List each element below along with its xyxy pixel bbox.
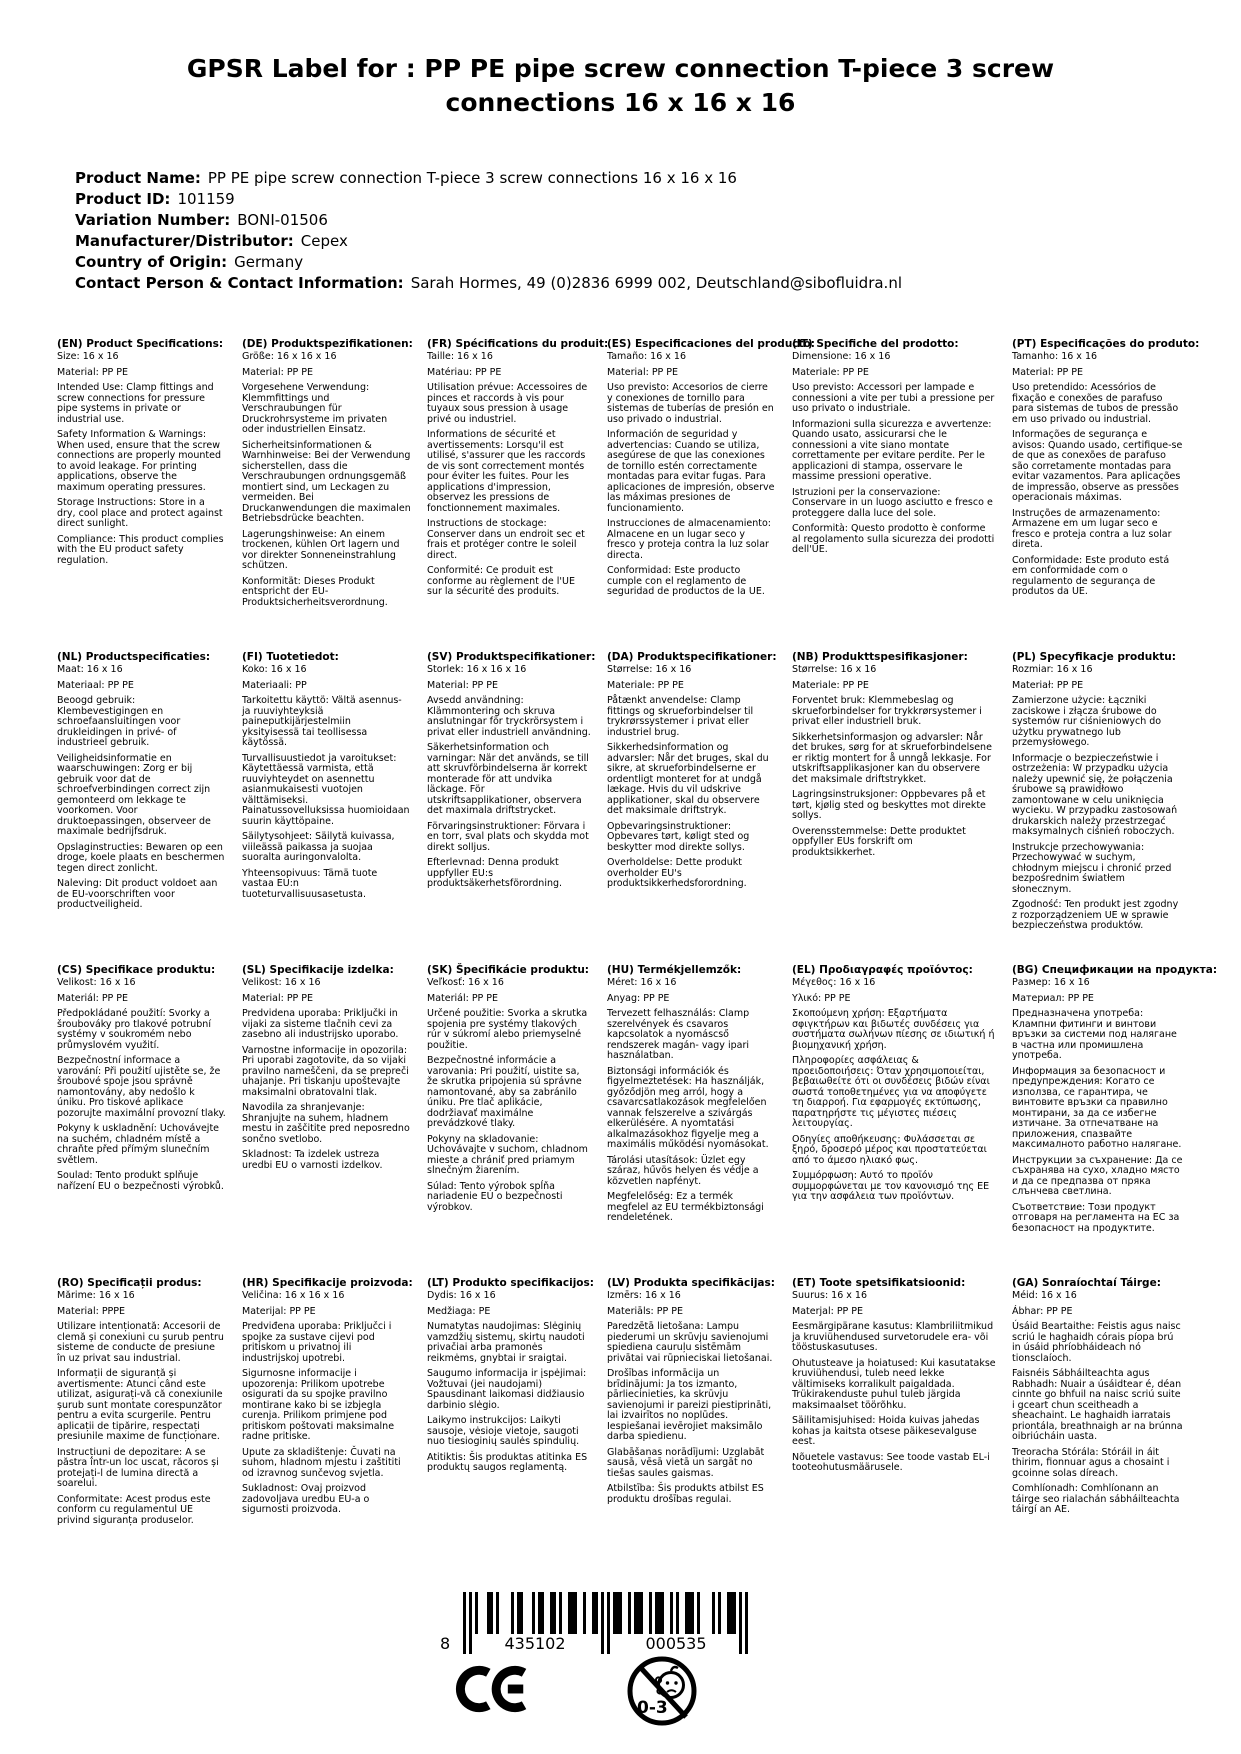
language-section (427, 1277, 607, 1590)
section-paragraph: Rozmiar: 16 x 16 (1012, 664, 1093, 675)
section-paragraph: Predvidena uporaba: Priključki in vijaki za sisteme tlačnih cevi za zasebno ali industrijsko uporabo. (242, 1008, 399, 1040)
section-title: (CS) Specifikace produktu: (57, 964, 216, 976)
section-paragraph: Istruzioni per la conservazione: Conservare in un luogo asciutto e fresco e proteggere dalla luce del sole. (792, 486, 993, 519)
language-section (427, 338, 607, 651)
section-paragraph: Saugumo informacija ir įspėjimai: Vožtuvai (jei naudojami) Spausdinant laikomasi didžiausio darbinio slėgio. (427, 1368, 587, 1411)
section-paragraph: Efterlevnad: Denna produkt uppfyller EU:s produktsäkerhetsförordning. (427, 857, 563, 889)
section-paragraph: Storage Instructions: Store in a dry, cool place and protect against direct sunlight. (57, 497, 223, 529)
language-section (57, 338, 242, 651)
language-section (792, 651, 1012, 964)
section-title: (FR) Spécifications du produit: (427, 338, 609, 350)
meta-value: PP PE pipe screw connection T-piece 3 screw connections 16 x 16 x 16 (207, 169, 737, 187)
section-paragraph: Информация за безопасност и предупреждения: Когато се използва, се гарантира, че винтовите връзки са правилно монтирани, за да се избегне изтичане. За отпечатване на приложения, спазвайте максималното работно налягане. (1012, 1065, 1182, 1150)
language-section (427, 964, 607, 1277)
section-paragraph: Materiale: PP PE (792, 366, 869, 378)
section-paragraph: Informazioni sulla sicurezza e avvertenze: Quando usato, assicurarsi che le connessioni a vite siano montate correttamente per evitare perdite. Per le applicazioni di stampa, osservare le massime pressioni operative. (792, 418, 992, 482)
section-paragraph: Beoogd gebruik: Klembevestigingen en schroefaansluitingen voor drukleidingen in privé- of industrieel gebruik. (57, 695, 181, 748)
meta-value: 101159 (177, 190, 235, 208)
section-paragraph: Atbilstība: Šis produkts atbilst ES produktu drošības regulai. (607, 1483, 764, 1505)
section-paragraph: Material: PP PE (242, 992, 314, 1004)
section-paragraph: Numatytas naudojimas: Slėginių vamzdžių sistemų, skirtų naudoti privačiai arba pramonės reikmėms, gnybtai ir sraigtai. (427, 1321, 585, 1364)
section-paragraph: Materiał: PP PE (1012, 679, 1084, 691)
section-paragraph: Uso previsto: Accesorios de cierre y conexiones de tornillo para sistemas de tuberías de presión en uso privado o industrial. (607, 382, 774, 425)
language-section (57, 964, 242, 1277)
meta-value: BONI-01506 (237, 211, 328, 229)
section-paragraph: Tárolási utasítások: Üzlet egy száraz, hűvös helyen és védje a közvetlen napfényt. (607, 1154, 759, 1187)
section-body (1012, 978, 1183, 1234)
language-section (242, 338, 427, 651)
section-paragraph: Materiale: PP PE (607, 679, 684, 691)
section-paragraph: Предназначена употреба: Клампни фитинги и винтови връзки за системи под налягане в частна или промишлена употреба. (1012, 1008, 1177, 1061)
section-paragraph: Lagringsinstruksjoner: Oppbevares på et tørt, kjølig sted og beskyttes mot direkte sollys. (792, 789, 986, 821)
language-section (57, 651, 242, 964)
section-paragraph: Megfelelőség: Ez a termék megfelel az EU termékbiztonsági rendeletének. (607, 1191, 764, 1223)
section-body (427, 978, 591, 1213)
ean13-barcode (440, 1592, 748, 1654)
section-body (607, 665, 776, 890)
section-title: (DA) Produktspecifikationer: (607, 651, 777, 663)
section-paragraph: Informații de siguranță și avertismente: Atunci când este utilizat, asigurați-vă că conexiunile șurub sunt montate corespunzător pentru a evita scurgerile. Pentru aplicații de tipărire, respectați presiunile maxime de funcționare. (57, 1368, 223, 1442)
language-section (607, 1277, 792, 1590)
section-paragraph: Material: PP PE (607, 366, 679, 378)
section-paragraph: Faisnéis Sábháilteachta agus Rabhadh: Nuair a úsáidtear é, déan cinnte go bhfuil na naisc scriú suite i gceart chun sceitheadh a sheachaint. Le haghaidh iarratais priontála, breathnaigh ar na brúnna oibriúcháin uasta. (1012, 1368, 1183, 1442)
language-section (792, 338, 1012, 651)
section-body (57, 978, 226, 1192)
section-title: (GA) Sonraíochtaí Táirge: (1012, 1277, 1161, 1289)
meta-row (75, 231, 1185, 252)
language-section (242, 1277, 427, 1590)
section-paragraph: Utilizare intenționată: Accesorii de clemă și conexiuni cu șurub pentru sisteme de conducte de presiune în uz privat sau industrial. (57, 1321, 224, 1364)
section-title: (DE) Produktspezifikationen: (242, 338, 413, 350)
section-paragraph: Informations de sécurité et avertissements: Lorsqu'il est utilisé, s'assurer que les raccords de vis sont correctement montés pour éviter les fuites. Pour les applications d'impression, observez les pressions de fonctionnement maximales. (427, 429, 586, 514)
section-body (1012, 1291, 1183, 1516)
section-body (792, 978, 996, 1203)
section-paragraph: Conformité: Ce produit est conforme au règlement de l'UE sur la sécurité des produits. (427, 565, 575, 597)
section-paragraph: Intended Use: Clamp fittings and screw connections for pressure pipe systems in private or industrial use. (57, 382, 214, 425)
age-warning-0-3-icon (626, 1655, 698, 1727)
section-paragraph: Sicherheitsinformationen & Warnhinweise: Bei der Verwendung sicherstellen, dass die Verschraubungen ordnungsgemäß montiert sind, um Leckagen zu vermeiden. Bei Druckanwendungen die maximalen Betriebsdrücke beachten. (242, 439, 411, 524)
section-paragraph: Yhteensopivuus: Tämä tuote vastaa EU:n tuoteturvallisuusasetusta. (242, 867, 378, 900)
age-warning-label: 0-3 (637, 1698, 668, 1718)
section-paragraph: Laikymo instrukcijos: Laikyti sausoje, vėsioje vietoje, saugoti nuo tiesioginių saulės spindulių. (427, 1415, 580, 1447)
meta-row (75, 210, 1185, 231)
section-paragraph: Conformitate: Acest produs este conform cu regulamentul UE privind siguranța produselor. (57, 1493, 211, 1526)
language-section (242, 651, 427, 964)
section-title: (ES) Especificaciones del producto: (607, 338, 815, 350)
language-section (1012, 651, 1199, 964)
product-meta (75, 168, 1185, 294)
section-paragraph: Инструкции за съхранение: Да се съхранява на сухо, хладно място и да се предпазва от пряка слънчева светлина. (1012, 1154, 1183, 1197)
section-paragraph: Eesmärgipärane kasutus: Klambriliitmikud ja kruviühendused survetorudele era- või tööstuskasutuses. (792, 1321, 994, 1353)
section-paragraph: Συμμόρφωση: Αυτό το προϊόν συμμορφώνεται με τον κανονισμό της ΕΕ για την ασφάλεια των προϊόντων. (792, 1170, 990, 1202)
section-paragraph: Atitiktis: Šis produktas atitinka ES produktų saugos reglamentą. (427, 1451, 588, 1473)
section-paragraph: Material: PP PE (427, 679, 499, 691)
section-paragraph: Taille: 16 x 16 (427, 351, 493, 362)
section-paragraph: Påtænkt anvendelse: Clamp fittings og skrueforbindelser til trykrørssystemer i privat eller industriel brug. (607, 695, 754, 738)
section-paragraph: Informações de segurança e avisos: Quando usado, certifique-se de que as conexões de parafuso são corretamente montadas para evitar vazamentos. Para aplicações de impressão, observe as pressões operacionais máximas. (1012, 429, 1183, 503)
section-paragraph: Materjal: PP PE (792, 1305, 864, 1317)
section-title: (LT) Produkto specifikacijos: (427, 1277, 594, 1289)
meta-label: Product Name: (75, 169, 201, 187)
ce-mark-icon (455, 1663, 533, 1715)
section-paragraph: Uso pretendido: Acessórios de fixação e conexões de parafuso para sistemas de tubos de pressão em uso privado ou industrial. (1012, 382, 1179, 425)
meta-label: Manufacturer/Distributor: (75, 232, 294, 250)
section-paragraph: Safety Information & Warnings: When used, ensure that the screw connections are properly mounted to avoid leakage. For printing applications, observe the maximum operating pressures. (57, 429, 222, 493)
section-paragraph: Instrucciones de almacenamiento: Almacene en un lugar seco y fresco y proteja contra la luz solar directa. (607, 518, 771, 561)
section-title: (EL) Προδιαγραφές προϊόντος: (792, 964, 973, 976)
section-paragraph: Materiāls: PP PE (607, 1305, 683, 1317)
language-section (1012, 338, 1199, 651)
section-title: (BG) Спецификации на продукта: (1012, 964, 1218, 976)
language-section (1012, 1277, 1199, 1590)
meta-row (75, 189, 1185, 210)
section-body (1012, 665, 1183, 932)
section-paragraph: Sukladnost: Ovaj proizvod zadovoljava uredbu EU-a o sigurnosti proizvoda. (242, 1483, 370, 1515)
language-section (57, 1277, 242, 1590)
section-body (607, 1291, 776, 1505)
section-body (427, 352, 591, 598)
section-title: (NB) Produkttspesifikasjoner: (792, 651, 968, 663)
section-paragraph: Předpokládané použití: Svorky a šroubováky pro tlakové potrubní systémy v soukromém nebo průmyslovém využití. (57, 1008, 211, 1051)
language-section (427, 651, 607, 964)
section-paragraph: Материал: PP PE (1012, 992, 1094, 1004)
section-paragraph: Størrelse: 16 x 16 (792, 664, 877, 675)
section-paragraph: Soulad: Tento produkt splňuje nařízení EU o bezpečnosti výrobků. (57, 1170, 224, 1192)
language-section (792, 1277, 1012, 1590)
section-paragraph: Sikkerhedsinformation og advarsler: Når det bruges, skal du sikre, at skrueforbindelserne er ordentligt monteret for at undgå lækage. Hvis du vil udskrive applikationer, skal du observere det maksimale driftstryk. (607, 742, 769, 816)
section-paragraph: Veľkosť: 16 x 16 (427, 977, 504, 988)
section-body (427, 1291, 591, 1474)
section-paragraph: Veličina: 16 x 16 x 16 (242, 1290, 345, 1301)
meta-label: Country of Origin: (75, 253, 228, 271)
language-section (607, 651, 792, 964)
barcode-digits-left: 435102 (472, 1634, 598, 1653)
section-paragraph: Nõuetele vastavus: See toode vastab EL-i tooteohutusmäärusele. (792, 1451, 990, 1473)
section-paragraph: Conformità: Questo prodotto è conforme al regolamento sulla sicurezza dei prodotti dell'UE. (792, 523, 995, 555)
section-paragraph: Υλικό: PP PE (792, 992, 851, 1004)
section-paragraph: Instruções de armazenamento: Armazene em um lugar seco e fresco e proteja contra a luz solar direta. (1012, 507, 1172, 550)
section-paragraph: Opslaginstructies: Bewaren op een droge, koele plaats en beschermen tegen direct zonlicht. (57, 841, 225, 874)
section-paragraph: Vorgesehene Verwendung: Klemmfittings und Verschraubungen für Druckrohrsysteme im privaten oder industriellen Einsatz. (242, 382, 388, 435)
section-body (57, 1291, 226, 1526)
section-paragraph: Predviđena uporaba: Priključci i spojke za sustave cijevi pod pritiskom u privatnoj ili industrijskoj upotrebi. (242, 1321, 392, 1364)
section-paragraph: Velikost: 16 x 16 (57, 977, 136, 988)
meta-row (75, 168, 1185, 189)
meta-label: Contact Person & Contact Information: (75, 274, 404, 292)
section-paragraph: Compliance: This product complies with the EU product safety regulation. (57, 533, 224, 566)
section-paragraph: Méid: 16 x 16 (1012, 1290, 1077, 1301)
meta-value: Cepex (300, 232, 348, 250)
meta-row (75, 252, 1185, 273)
section-paragraph: Conformidade: Este produto está em conformidade com o regulamento de segurança de produtos da UE. (1012, 554, 1170, 597)
section-body (792, 1291, 996, 1474)
section-paragraph: Säilitamisjuhised: Hoida kuivas jahedas kohas ja kaitsta otsese päikesevalguse eest. (792, 1415, 980, 1447)
barcode-digit-first: 8 (440, 1634, 451, 1653)
section-paragraph: Zgodność: Ten produkt jest zgodny z rozporządzeniem UE w sprawie bezpieczeństwa produktów. (1012, 899, 1179, 931)
section-paragraph: Bezpečnostné informácie a varovania: Pri použití, uistite sa, že skrutka pripojenia sú správne namontované, aby sa zabránilo úniku. Pre tlač aplikácie, dodržiavať maximálne prevádzkové tlaky. (427, 1055, 582, 1129)
section-paragraph: Materijal: PP PE (242, 1305, 316, 1317)
section-paragraph: Materiál: PP PE (57, 992, 129, 1004)
section-paragraph: Pokyny na skladovanie: Uchovávajte v suchom, chladnom mieste a chrániť pred priamym slnečným žiarením. (427, 1133, 588, 1176)
section-paragraph: Avsedd användning: Klämmontering och skruva anslutningar för tryckrörsystem i privat eller industriell användning. (427, 695, 591, 738)
section-paragraph: Size: 16 x 16 (57, 351, 119, 362)
section-paragraph: Informacje o bezpieczeństwie i ostrzeżenia: W przypadku użycia należy upewnić się, że połączenia śrubowe są prawidłowo zamontowane w celu uniknięcia wycieku. W przypadku zastosowań drukarskich należy przestrzegać maksymalnych ciśnień roboczych. (1012, 752, 1178, 837)
section-paragraph: Naleving: Dit product voldoet aan de EU-voorschriften voor productveiligheid. (57, 878, 218, 910)
section-title: (SV) Produktspecifikationer: (427, 651, 596, 663)
meta-value: Sarah Hormes, 49 (0)2836 6999 002, Deutschland@sibofluidra.nl (410, 274, 902, 292)
section-body (242, 352, 411, 608)
section-paragraph: Anyag: PP PE (607, 992, 670, 1004)
section-paragraph: Material: PPPE (57, 1305, 126, 1317)
section-paragraph: Tamaño: 16 x 16 (607, 351, 687, 362)
section-title: (LV) Produkta specifikācijas: (607, 1277, 775, 1289)
section-title: (PL) Specyfikacje produktu: (1012, 651, 1176, 663)
section-paragraph: Koko: 16 x 16 (242, 664, 307, 675)
section-paragraph: Material: PP PE (57, 366, 129, 378)
section-title: (FI) Tuotetiedot: (242, 651, 339, 663)
language-section (242, 964, 427, 1277)
section-body (1012, 352, 1183, 598)
section-body (427, 665, 591, 890)
section-paragraph: Información de seguridad y advertencias: Cuando se utiliza, asegúrese de que las conexiones de tornillo estén correctamente montadas para evitar fugas. Para aplicaciones de impresión, observe las máximas presiones de funcionamiento. (607, 429, 775, 514)
section-title: (SK) Špecifikácie produktu: (427, 964, 590, 976)
page-title: GPSR Label for : PP PE pipe screw connection T-piece 3 screw connections 16 x 16 x 16 (186, 54, 1055, 117)
section-paragraph: Comhlíonadh: Comhlíonann an táirge seo rialachán sábháilteachta táirgí an AE. (1012, 1483, 1180, 1515)
section-paragraph: Biztonsági információk és figyelmeztetések: Ha használják, győződjön meg arról, hogy a csavarcsatlakozások megfelelően vannak felszerelve a szivárgás elkerülésére. A nyomtatási alkalmazásokhoz figyelje meg a maximális működési nyomásokat. (607, 1065, 769, 1150)
meta-label: Variation Number: (75, 211, 231, 229)
section-paragraph: Uso previsto: Accessori per lampade e connessioni a vite per tubi a pressione per uso privato o industriale. (792, 382, 995, 414)
section-paragraph: Conformidad: Este producto cumple con el reglamento de seguridad de productos de la UE. (607, 565, 765, 597)
section-paragraph: Paredzētā lietošana: Lampu piederumi un skrūvju savienojumi spiediena cauruļu sistēmām privātai vai rūpnieciskai lietošanai. (607, 1321, 773, 1364)
section-body (242, 1291, 411, 1516)
section-paragraph: Størrelse: 16 x 16 (607, 664, 692, 675)
section-paragraph: Izmērs: 16 x 16 (607, 1290, 681, 1301)
section-paragraph: Instructions de stockage: Conserver dans un endroit sec et frais et protéger contre le soleil direct. (427, 518, 585, 561)
section-title: (PT) Especificações do produto: (1012, 338, 1200, 350)
section-paragraph: Οδηγίες αποθήκευσης: Φυλάσσεται σε ξηρό, δροσερό μέρος και προστατεύεται από το άμεσο ηλιακό φως. (792, 1133, 987, 1166)
section-paragraph: Glabāšanas norādījumi: Uzglabāt sausā, vēsā vietā un sargāt no tiešas saules gaismas. (607, 1446, 765, 1479)
section-title: (HR) Specifikacije proizvoda: (242, 1277, 413, 1289)
section-paragraph: Méret: 16 x 16 (607, 977, 677, 988)
section-paragraph: Ohutusteave ja hoiatused: Kui kasutatakse kruviühendusi, tuleb need lekke vältimiseks korralikult paigaldada. Trükirakenduste puhul tuleb järgida maksimaalset töörõhku. (792, 1357, 996, 1411)
section-paragraph: Σκοπούμενη χρήση: Εξαρτήματα σφιγκτήρων και βιδωτές συνδέσεις για συστήματα σωλήνων πίεσης σε ιδιωτική ή βιομηχανική χρήση. (792, 1008, 995, 1051)
section-body (242, 665, 411, 900)
section-paragraph: Sigurnosne informacije i upozorenja: Prilikom upotrebe osigurati da su spojke pravilno montirane kako bi se izbjegla curenja. Prilikom primjene pod pritiskom poštovati maksimalne radne pritiske. (242, 1368, 395, 1442)
section-paragraph: Dydis: 16 x 16 (427, 1290, 496, 1301)
section-body (607, 352, 776, 598)
section-paragraph: Πληροφορίες ασφάλειας & προειδοποιήσεις: Όταν χρησιμοποιείται, βεβαιωθείτε ότι οι συνδέσεις βιδών είναι σωστά τοποθετημένες για να αποφύγετε τη διαρροή. Για εφαρμογές εκτύπωσης, παρατηρήστε τις μέγιστες πιέσεις λειτουργίας. (792, 1055, 990, 1129)
section-paragraph: Opbevaringsinstruktioner: Opbevares tørt, køligt sted og beskytter mod direkte sollys. (607, 820, 750, 853)
section-paragraph: Velikost: 16 x 16 (242, 977, 321, 988)
section-paragraph: Materiale: PP PE (792, 679, 869, 691)
language-section (607, 338, 815, 651)
language-section (792, 964, 1012, 1277)
section-paragraph: Размер: 16 x 16 (1012, 977, 1090, 988)
section-body (57, 665, 226, 911)
section-paragraph: Säilytysohjeet: Säilytä kuivassa, viileässä paikassa ja suojaa suoralta auringonvalolta. (242, 831, 395, 863)
section-title: (NL) Productspecificaties: (57, 651, 211, 663)
section-paragraph: Skladnost: Ta izdelek ustreza uredbi EU o varnosti izdelkov. (242, 1149, 383, 1171)
section-paragraph: Treoracha Stórála: Stóráil in áit thirim, fionnuar agus a chosaint i gcoinne solas díreach. (1012, 1446, 1170, 1479)
section-paragraph: Größe: 16 x 16 x 16 (242, 351, 337, 362)
language-section (607, 964, 792, 1277)
section-paragraph: Suurus: 16 x 16 (792, 1290, 868, 1301)
section-paragraph: Material: PP PE (1012, 366, 1084, 378)
language-sections (57, 338, 1218, 1590)
barcode-digits-right: 000535 (613, 1634, 739, 1653)
section-paragraph: Instrucțiuni de depozitare: A se păstra într-un loc uscat, răcoros și protejați-l de lumina directă a soarelui. (57, 1446, 219, 1489)
language-section (1012, 964, 1218, 1277)
section-paragraph: Medžiaga: PE (427, 1305, 491, 1317)
section-title: (HU) Termékjellemzők: (607, 964, 742, 976)
section-paragraph: Bezpečnostní informace a varování: Při použití ujistěte se, že šroubové spoje jsou správně namontovány, aby nedošlo k úniku. Pro tiskové aplikace pozorujte maximální provozní tlaky. (57, 1055, 226, 1119)
meta-label: Product ID: (75, 190, 171, 208)
section-body (607, 978, 776, 1224)
section-paragraph: Úsáid Beartaithe: Feistis agus naisc scriú le haghaidh córais píopa brú in úsáid phríobháideach nó tionsclaíoch. (1012, 1321, 1181, 1364)
section-paragraph: Maat: 16 x 16 (57, 664, 123, 675)
section-paragraph: Förvaringsinstruktioner: Förvara i en torr, sval plats och skydda mot direkt solljus. (427, 820, 589, 853)
section-paragraph: Materiaali: PP (242, 679, 307, 691)
section-paragraph: Varnostne informacije in opozorila: Pri uporabi zagotovite, da so vijaki pravilno nameščeni, da se prepreči uhajanje. Pri tiskanju upoštevajte maksimalni obratovalni tlak. (242, 1044, 409, 1098)
meta-value: Germany (234, 253, 304, 271)
section-paragraph: Určené použitie: Svorka a skrutka spojenia pre systémy tlakových rúr v súkromí alebo priemyselné použitie. (427, 1008, 588, 1051)
section-paragraph: Drošības informācija un brīdinājumi: Ja tos izmanto, pārliecinieties, ka skrūvju savienojumi ir pareizi piestiprināti, lai izvairītos no noplūdes. Iespiešanai ievērojiet maksimālo darba spiedienu. (607, 1368, 772, 1442)
section-title: (RO) Specificații produs: (57, 1277, 202, 1289)
section-paragraph: Overholdelse: Dette produkt overholder EU's produktsikkerhedsforordning. (607, 857, 747, 889)
section-paragraph: Overensstemmelse: Dette produktet oppfyller EUs forskrift om produktsikkerhet. (792, 825, 966, 858)
section-paragraph: Μέγεθος: 16 x 16 (792, 977, 876, 988)
section-body (57, 352, 226, 566)
section-paragraph: Veiligheidsinformatie en waarschuwingen: Zorg er bij gebruik voor dat de schroefverbindingen correct zijn gemonteerd om lekkage te voorkomen. Voor druktoepassingen, observeer de maximale bedrijfsdruk. (57, 752, 211, 837)
section-paragraph: Lagerungshinweise: An einem trockenen, kühlen Ort lagern und vor direkter Sonneneinstrahlung schützen. (242, 528, 400, 571)
section-paragraph: Storlek: 16 x 16 x 16 (427, 664, 527, 675)
section-title: (SL) Specifikacije izdelka: (242, 964, 394, 976)
section-paragraph: Tamanho: 16 x 16 (1012, 351, 1098, 362)
section-title: (ET) Toote spetsifikatsioonid: (792, 1277, 966, 1289)
section-body (792, 352, 996, 556)
section-paragraph: Sikkerhetsinformasjon og advarsler: Når det brukes, sørg for at skrueforbindelsene er riktig montert for å unngå lekkasje. For utskriftsapplikasjoner kan du observere det maksimale driftstrykket. (792, 731, 992, 785)
section-paragraph: Turvallisuustiedot ja varoitukset: Käytettäessä varmista, että ruuviyhteydet on asennettu asianmukaisesti vuotojen välttämiseksi. Painatussovelluksissa huomioidaan suurin käyttöpaine. (242, 752, 410, 827)
section-body (242, 978, 411, 1171)
section-paragraph: Súlad: Tento výrobok spĺňa nariadenie EÚ o bezpečnosti výrobkov. (427, 1180, 563, 1213)
section-paragraph: Dimensione: 16 x 16 (792, 351, 891, 362)
section-paragraph: Navodila za shranjevanje: Shranjujte na suhem, hladnem mestu in zaščitite pred neposredno sončno svetlobo. (242, 1102, 410, 1145)
section-paragraph: Materiál: PP PE (427, 992, 499, 1004)
section-paragraph: Forventet bruk: Klemmebeslag og skrueforbindelser for trykkrørsystemer i privat eller industriell bruk. (792, 695, 982, 727)
section-title: (IT) Specifiche del prodotto: (792, 338, 959, 350)
section-paragraph: Pokyny k uskladnění: Uchovávejte na suchém, chladném místě a chraňte před přímým slunečním světlem. (57, 1123, 220, 1166)
section-paragraph: Säkerhetsinformation och varningar: När det används, se till att skruvförbindelserna är korrekt monterade för att undvika läckage. För utskriftsapplikationer, observera det maximala driftstrycket. (427, 742, 589, 816)
section-body (792, 665, 996, 858)
section-paragraph: Mărime: 16 x 16 (57, 1290, 135, 1301)
section-paragraph: Tarkoitettu käyttö: Vältä asennus- ja ruuviyhteyksiä paineputkijärjestelmiin yksityisessä tai teollisessa käytössä. (242, 695, 402, 748)
section-paragraph: Instrukcje przechowywania: Przechowywać w suchym, chłodnym miejscu i chronić przed bezpośrednim światłem słonecznym. (1012, 841, 1172, 895)
section-paragraph: Zamierzone użycie: Łączniki zaciskowe i złącza śrubowe do systemów rur ciśnieniowych do użytku prywatnego lub przemysłowego. (1012, 695, 1162, 748)
section-paragraph: Matériau: PP PE (427, 366, 502, 378)
meta-row (75, 273, 1185, 294)
section-paragraph: Materiaal: PP PE (57, 679, 134, 691)
section-paragraph: Ábhar: PP PE (1012, 1305, 1073, 1317)
section-paragraph: Konformität: Dieses Produkt entspricht der EU-Produktsicherheitsverordnung. (242, 575, 388, 608)
section-title: (EN) Product Specifications: (57, 338, 224, 350)
section-paragraph: Material: PP PE (242, 366, 314, 378)
section-paragraph: Съответствие: Този продукт отговаря на регламента на ЕС за безопасност на продуктите. (1012, 1201, 1180, 1234)
section-paragraph: Tervezett felhasználás: Clamp szerelvények és csavaros kapcsolatok a nyomáscső rendszerek magán- vagy ipari használatban. (607, 1008, 750, 1061)
section-paragraph: Upute za skladištenje: Čuvati na suhom, hladnom mjestu i zaštititi od izravnog sunčevog svjetla. (242, 1446, 401, 1479)
section-paragraph: Utilisation prévue: Accessoires de pinces et raccords à vis pour tuyaux sous pression à usage privé ou industriel. (427, 382, 588, 425)
